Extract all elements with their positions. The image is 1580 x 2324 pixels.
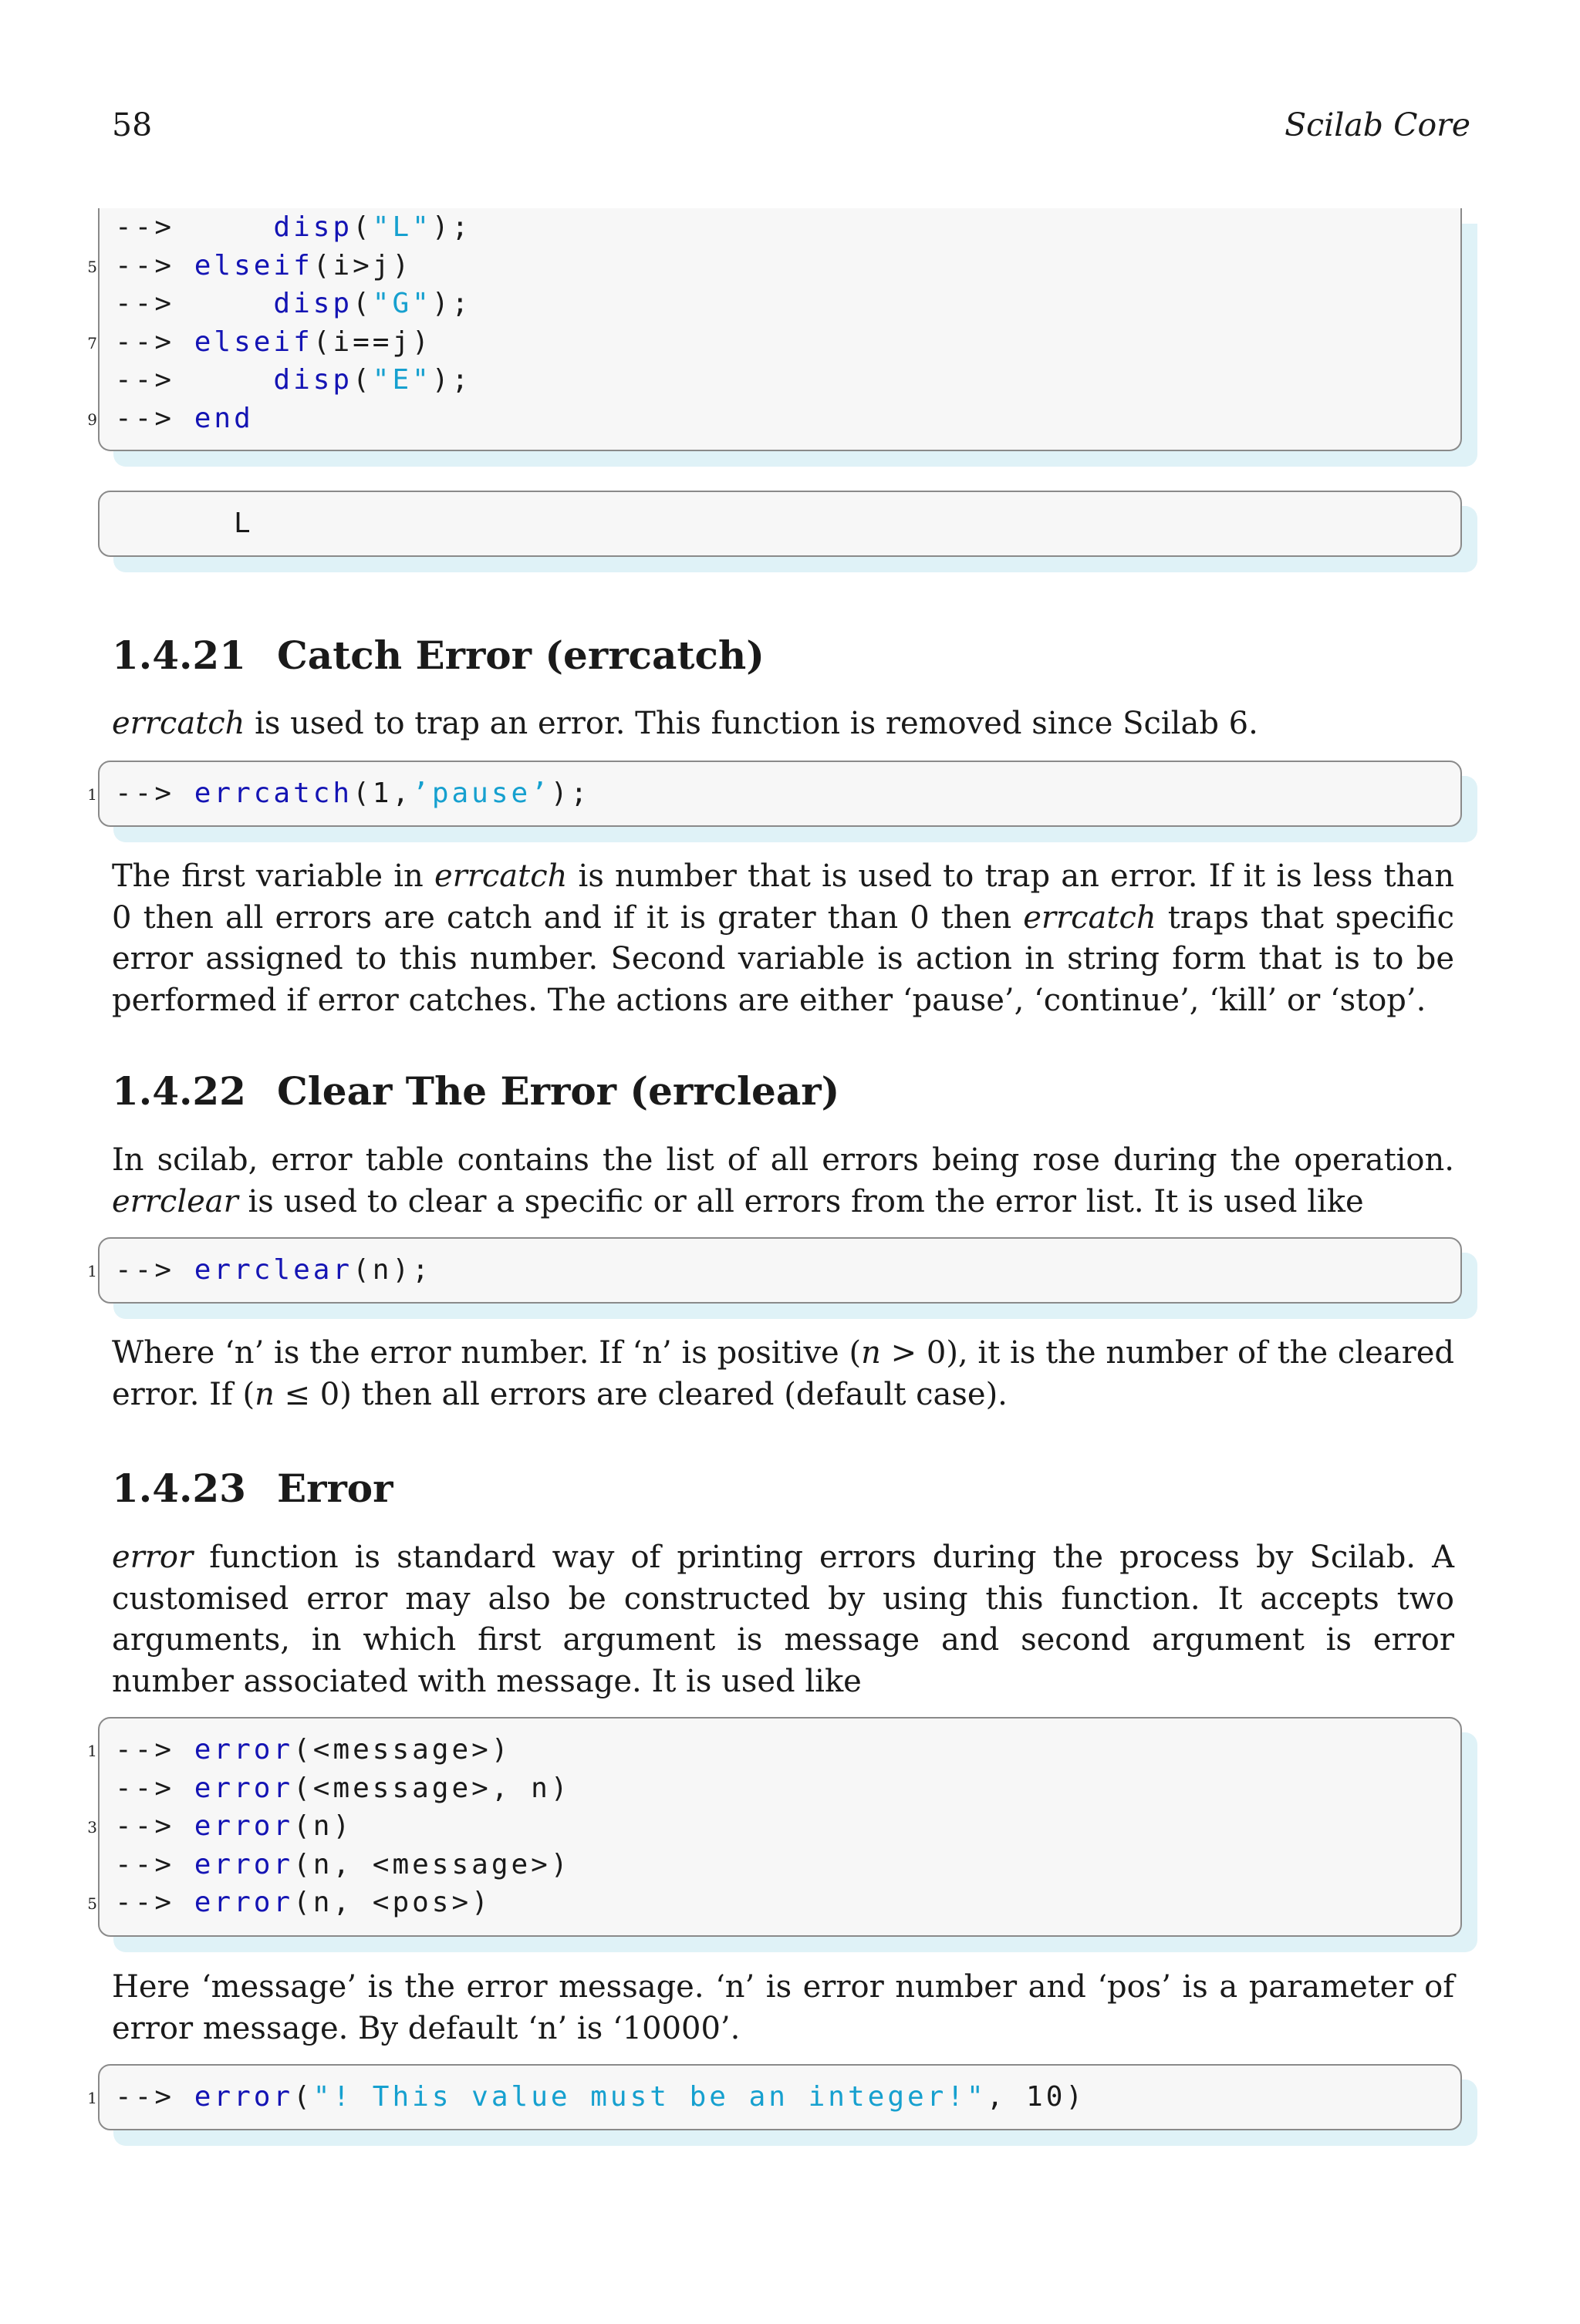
term: errcatch	[1023, 899, 1156, 936]
line-number: 1	[87, 785, 97, 804]
section-heading-errclear	[112, 1068, 839, 1114]
output-line	[115, 504, 254, 543]
indent	[174, 211, 273, 243]
indent	[174, 250, 194, 282]
section-title: Catch Error (errcatch)	[277, 632, 765, 678]
term: errcatch	[434, 858, 568, 894]
code-lines	[115, 504, 254, 543]
section-heading-errcatch	[112, 632, 765, 678]
code-line	[115, 208, 471, 247]
term: errcatch	[112, 706, 245, 741]
output-text: L	[115, 508, 254, 539]
text: > 0), it is the number of the cleared error. If (	[112, 1335, 1454, 1412]
space	[174, 1773, 194, 1804]
keyword: error	[194, 1772, 294, 1804]
code-text: (n, <message>)	[293, 1848, 571, 1880]
code-text: (	[353, 211, 373, 243]
line-number: 5	[87, 1894, 97, 1913]
text: traps that specific error assigned to this number. Second variable is action in string form that is to be performed if error catches. The actions are either ‘pause’, ‘continue’, ‘kill’ or ‘stop’.	[112, 899, 1454, 1018]
keyword: disp	[273, 211, 353, 243]
code-line	[87, 1807, 571, 1846]
line-number: 1	[87, 1742, 97, 1760]
error-description	[112, 1967, 1454, 2049]
running-title: Scilab Core	[1285, 106, 1470, 143]
text: is number that is used to trap an error. If it is less than 0 then all errors are catch and if it is grater than 0 then	[112, 858, 1454, 936]
math-variable: n	[255, 1376, 275, 1412]
code-block-error-example	[87, 2064, 1462, 2130]
code-line	[87, 1251, 432, 1290]
prompt: -->	[115, 1848, 175, 1880]
prompt: -->	[115, 1810, 175, 1842]
errcatch-intro	[112, 703, 1454, 745]
code-text: (<message>)	[293, 1734, 511, 1766]
prompt: -->	[115, 1734, 175, 1766]
keyword: error	[194, 1734, 294, 1766]
code-text: (i>j)	[312, 249, 413, 282]
math-variable: n	[861, 1335, 881, 1371]
code-text: );	[431, 364, 472, 396]
code-text: (i==j)	[312, 325, 432, 358]
prompt: -->	[115, 777, 175, 809]
string-literal: ’pause’	[412, 777, 551, 809]
text: In scilab, error table contains the list of all errors being rose during the operation.	[112, 1142, 1454, 1178]
code-text: (	[293, 2081, 313, 2113]
space	[174, 1254, 194, 1286]
code-line	[87, 2078, 1086, 2117]
space	[174, 2081, 194, 2113]
prompt: -->	[115, 1254, 175, 1286]
code-line	[87, 774, 591, 813]
keyword: error	[194, 1887, 294, 1918]
keyword: errcatch	[194, 777, 353, 809]
keyword: disp	[273, 364, 353, 396]
keyword: error	[194, 2081, 294, 2113]
code-lines	[87, 1251, 432, 1290]
prompt: -->	[115, 1772, 175, 1804]
space	[174, 1734, 194, 1766]
keyword: end	[194, 402, 254, 434]
string-literal: "L"	[372, 211, 432, 243]
errclear-description	[112, 1333, 1454, 1415]
output-block	[98, 491, 1462, 557]
code-text: (n, <pos>)	[293, 1887, 491, 1918]
term: error	[112, 1540, 194, 1575]
line-number: 9	[87, 410, 97, 429]
space	[174, 1887, 194, 1918]
term: errclear	[112, 1183, 238, 1219]
string-literal: "E"	[372, 364, 432, 396]
keyword: elseif	[194, 249, 313, 282]
code-text: (	[353, 364, 373, 396]
prompt: -->	[115, 2081, 175, 2113]
string-literal: "! This value must be an integer!"	[312, 2081, 987, 2113]
section-number: 1.4.21	[112, 632, 246, 678]
code-line	[87, 247, 471, 285]
line-number: 3	[87, 1818, 97, 1837]
code-line	[115, 1846, 571, 1884]
line-number: 7	[87, 333, 97, 352]
code-block-errclear	[87, 1237, 1462, 1304]
section-heading-error	[112, 1466, 393, 1511]
indent	[174, 288, 273, 319]
code-lines	[87, 774, 591, 813]
text: The first variable in	[112, 858, 434, 894]
error-intro	[112, 1537, 1454, 1702]
code-lines	[87, 208, 472, 437]
string-literal: "G"	[372, 288, 432, 319]
code-line	[115, 1769, 571, 1808]
text: Where ‘n’ is the error number. If ‘n’ is positive (	[112, 1335, 862, 1371]
prompt: -->	[115, 364, 175, 396]
indent	[174, 364, 273, 396]
keyword: errclear	[194, 1254, 353, 1286]
text: is used to trap an error. This function is removed since Scilab 6.	[245, 706, 1258, 741]
text: is used to clear a specific or all errors from the error list. It is used like	[238, 1183, 1364, 1219]
code-line	[87, 323, 471, 362]
space	[174, 1849, 194, 1880]
space	[174, 777, 194, 809]
section-title: Clear The Error (errclear)	[277, 1068, 840, 1114]
code-line	[87, 1731, 571, 1769]
code-line	[115, 361, 471, 400]
text: Here ‘message’ is the error message. ‘n’ is error number and ‘pos’ is a parameter of error message. By default ‘n’ is ‘10000’.	[112, 1969, 1454, 2046]
space	[174, 1810, 194, 1842]
code-text: , 10)	[986, 2081, 1086, 2113]
code-lines	[87, 1731, 571, 1922]
indent	[174, 326, 194, 358]
keyword: error	[194, 1848, 294, 1880]
code-text: (n)	[293, 1810, 353, 1842]
code-text: (1,	[353, 777, 413, 809]
prompt: -->	[115, 249, 175, 282]
prompt: -->	[115, 325, 175, 358]
text: ≤ 0) then all errors are cleared (default case).	[274, 1376, 1008, 1412]
prompt: -->	[115, 211, 175, 243]
code-text: );	[550, 777, 591, 809]
code-block-errcatch	[87, 761, 1462, 827]
prompt: -->	[115, 402, 175, 434]
line-number: 1	[87, 2089, 97, 2107]
keyword: elseif	[194, 325, 313, 358]
line-number: 1	[87, 1262, 97, 1280]
code-lines	[87, 2078, 1086, 2117]
code-line	[87, 400, 471, 438]
code-text: );	[431, 211, 472, 243]
code-line	[87, 1884, 571, 1922]
keyword: disp	[273, 288, 353, 319]
code-line	[115, 285, 471, 323]
keyword: error	[194, 1810, 294, 1842]
section-number: 1.4.23	[112, 1466, 246, 1511]
section-number: 1.4.22	[112, 1068, 246, 1114]
code-text: );	[431, 288, 472, 319]
code-text: (n);	[353, 1254, 432, 1286]
prompt: -->	[115, 1887, 175, 1918]
line-number: 5	[87, 257, 97, 276]
section-title: Error	[277, 1466, 393, 1511]
code-text: (<message>, n)	[293, 1772, 571, 1804]
text: function is standard way of printing errors during the process by Scilab. A customised error may also be constructed by using this function. It accepts two arguments, in which first argument is message and second argument is error number associated with message. It is used like	[112, 1540, 1454, 1699]
prompt: -->	[115, 288, 175, 319]
page-header	[112, 106, 1470, 153]
code-block-continued	[87, 208, 1462, 451]
page-number: 58	[112, 106, 153, 143]
errcatch-description	[112, 856, 1454, 1021]
code-block-error-syntax	[87, 1717, 1462, 1937]
errclear-intro	[112, 1140, 1454, 1223]
indent	[174, 403, 194, 434]
code-text: (	[353, 288, 373, 319]
